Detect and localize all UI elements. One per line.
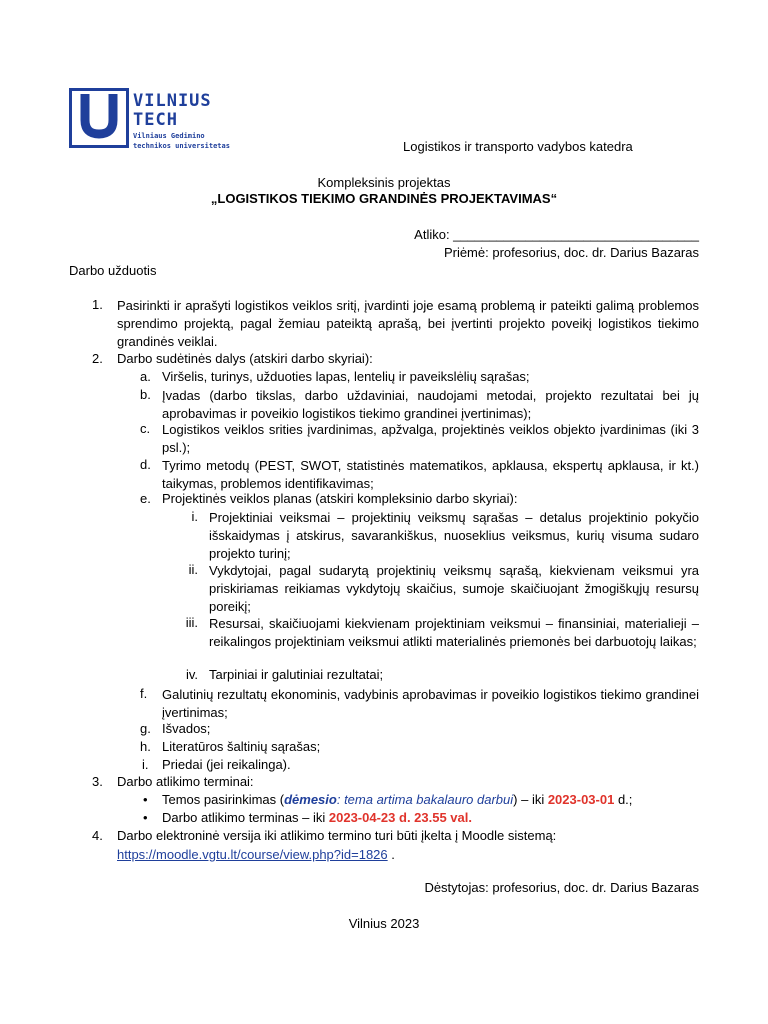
list-roman: i. [191,509,198,524]
list-item-text: Literatūros šaltinių sąrašas; [162,739,321,754]
deadline-topic-mid: ) – iki [513,792,548,807]
list-item-text: Pasirinkti ir aprašyti logistikos veiklos sritį, įvardinti joje esamą problemą ir pateikti galimą problemos sprendimo projektą, pagal žemiau pateiktą aprašą, bei įvertinti projekto poveikį logistikos tiekimo grandinės veiklai. [117,298,699,349]
project-title: „LOGISTIKOS TIEKIMO GRANDINĖS PROJEKTAVIMAS“ [210,191,558,206]
list-item-text: Tyrimo metodų (PEST, SWOT, statistinės matematikos, apklausa, ekspertų apklausa, ir kt.) taikymas, problemos identifikavimas; [162,458,699,491]
list-item-text: Viršelis, turinys, užduoties lapas, lentelių ir paveikslėlių sąrašas; [162,369,530,384]
list-number: 2. [92,351,103,366]
list-letter: f. [140,686,148,701]
list-item-text: Įvadas (darbo tikslas, darbo uždaviniai, naudojami metodai, projekto rezultatai bei jų aprobavimas ir poveikio logistikos tiekimo grandinei įvertinimas); [162,388,699,421]
list-letter: a. [140,369,151,384]
deadline-submission-date: 2023-04-23 d. 23.55 val. [328,810,472,825]
place-year: Vilnius 2023 [348,916,420,931]
logo-wordmark [133,92,230,150]
deadline-submission-label: Darbo atlikimo terminas – iki [162,810,329,825]
teacher-signature: Dėstytojas: profesorius, doc. dr. Darius Bazaras [424,880,699,895]
list-letter: g. [140,721,151,736]
deadline-submission [162,810,472,825]
signature-prieme: Priėmė: profesorius, doc. dr. Darius Bazaras [443,245,699,260]
list-number: 3. [92,774,103,789]
moodle-link-line [117,847,395,862]
department-name: Logistikos ir transporto vadybos katedra [403,139,633,154]
logo-sub1: Vilniaus Gedimino [133,132,205,140]
moodle-link[interactable]: https://moodle.vgtu.lt/course/view.php?id=1826 [117,847,388,862]
list-letter: d. [140,457,151,472]
list-item-text: Resursai, skaičiuojami kiekvienam projektiniam veiksmui – finansiniai, materialieji – reikalingos projektiniam veiksmui atlikti materialinės priemonės bei darbuotojų laikas; [209,616,699,649]
logo-line1: VILNIUS [133,91,212,111]
list-number: 1. [92,297,103,312]
list-item-text: Tarpiniai ir galutiniai rezultatai; [209,667,384,682]
list-item-text: Darbo elektroninė versija iki atlikimo termino turi būti įkelta į Moodle sistemą: [117,828,557,843]
list-item-text: Logistikos veiklos srities įvardinimas, apžvalga, projektinės veiklos objekto įvardinimas (iki 3 psl.); [162,422,699,455]
bullet-icon: • [143,810,148,825]
logo-sub2: technikos universitetas [133,142,230,150]
signature-atliko: Atliko: __________________________________ [414,227,699,242]
deadline-topic-suffix: d.; [614,792,633,807]
list-letter: b. [140,387,151,402]
list-letter: h. [140,739,151,754]
list-letter: c. [140,421,151,436]
university-logo [69,88,234,150]
deadline-topic-label: Temos pasirinkimas ( [162,792,285,807]
list-roman: ii. [188,562,198,577]
list-item-text: Darbo atlikimo terminai: [117,774,254,789]
logo-mark-icon [69,88,131,150]
deadline-topic-date: 2023-03-01 [547,792,615,807]
deadline-topic [162,792,632,807]
moodle-link-suffix: . [387,847,395,862]
list-letter: e. [140,491,151,506]
attention-word: dėmesio [284,792,337,807]
list-number: 4. [92,828,103,843]
list-item-text: Priedai (jei reikalinga). [162,757,291,772]
list-roman: iv. [185,667,198,682]
list-item-text: Projektiniai veiksmai – projektinių veiksmų sąrašas – detalus projektinio pokyčio išskaidymas į atskirus, savarankiškus, nuoseklius veiksmus, kurių visuma sudaro projekto turinį; [209,510,699,561]
attention-note: : tema artima bakalauro darbui [336,792,514,807]
list-item-text: Vykdytojai, pagal sudarytą projektinių veiksmų sąrašą, kiekvienam veiksmui yra priskiriamas reikiamas vykdytojų skaičius, sumoje skaičiuojant žmogiškųjų resursų poreikį; [209,563,699,614]
list-item-text: Projektinės veiklos planas (atskiri kompleksinio darbo skyriai): [162,491,518,506]
list-item-text: Darbo sudėtinės dalys (atskiri darbo skyriai): [117,351,373,366]
list-roman: iii. [185,615,198,630]
project-type: Kompleksinis projektas [317,175,451,190]
list-item-text: Galutinių rezultatų ekonominis, vadybinis aprobavimas ir poveikio logistikos tiekimo grandinei įvertinimas; [162,687,699,720]
task-heading: Darbo užduotis [69,263,157,278]
list-letter: i. [142,757,149,772]
list-item-text: Išvados; [162,721,211,736]
bullet-icon: • [143,792,148,807]
logo-line2: TECH [133,110,178,130]
